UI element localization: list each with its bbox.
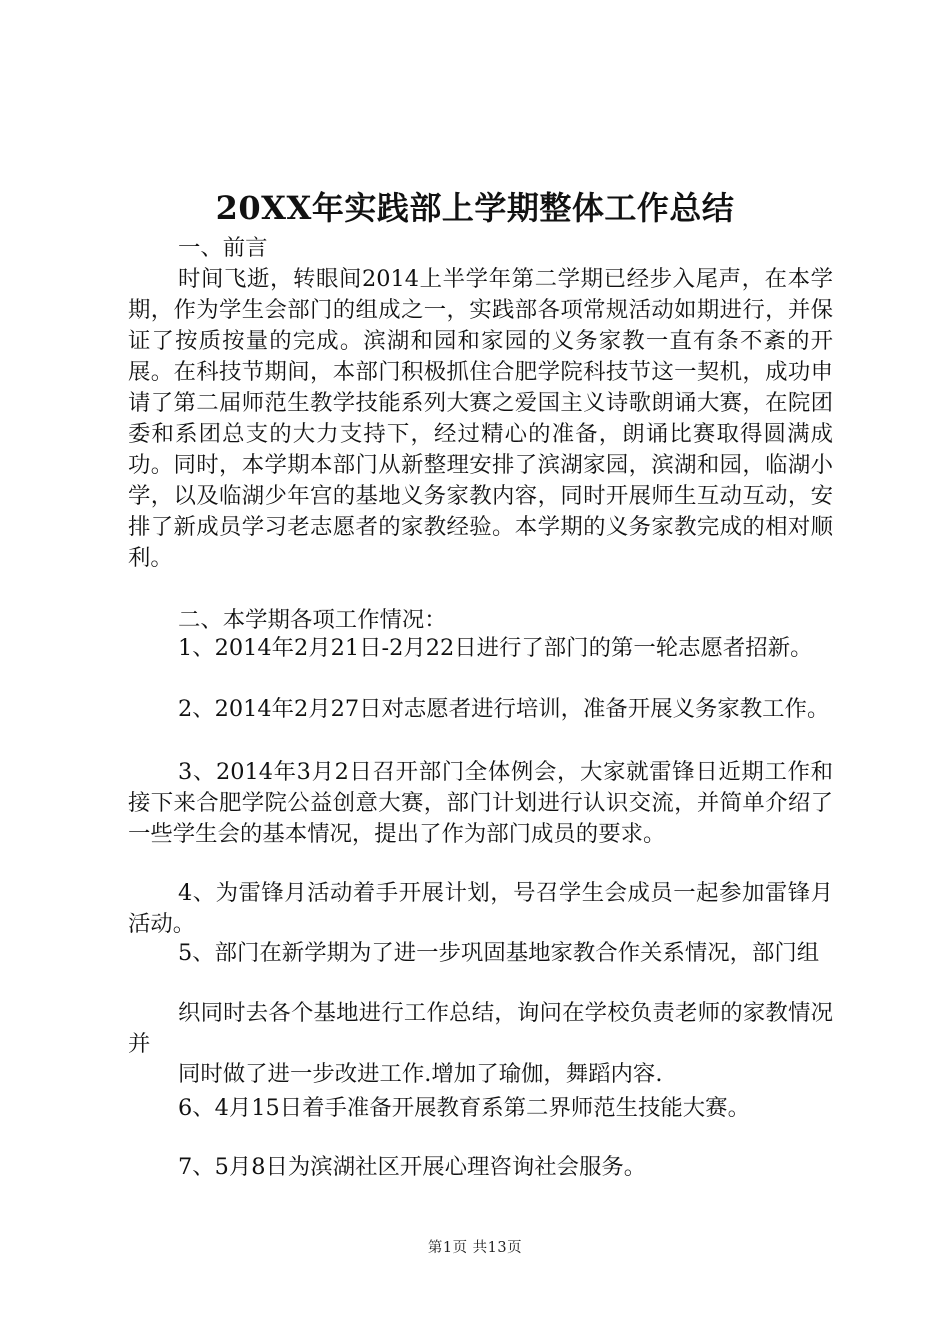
list-item-4: 4、为雷锋月活动着手开展计划，号召学生会成员一起参加雷锋月活动。 <box>128 880 833 937</box>
list-item-5-continued: 织同时去各个基地进行工作总结，询问在学校负责老师的家教情况并 <box>128 1000 833 1057</box>
list-item-2: 2、2014年2月27日对志愿者进行培训，准备开展义务家教工作。 <box>178 696 830 722</box>
list-item-6: 6、4月15日着手准备开展教育系第二界师范生技能大赛。 <box>178 1095 750 1121</box>
list-item-7: 7、5月8日为滨湖社区开展心理咨询社会服务。 <box>178 1154 647 1180</box>
document-title: 20XX年实践部上学期整体工作总结 <box>215 189 735 227</box>
section-heading-preface: 一、前言 <box>178 235 268 261</box>
list-item-3: 3、2014年3月2日召开部门全体例会，大家就雷锋日近期工作和接下来合肥学院公益创意大赛，部门计划进行认识交流，并简单介绍了一些学生会的基本情况，提出了作为部门成员的要求。 <box>128 759 833 847</box>
page-number: 第1页 共13页 <box>427 1240 523 1256</box>
list-item-5-continued-2: 同时做了进一步改进工作.增加了瑜伽，舞蹈内容. <box>178 1061 663 1087</box>
section-heading-work: 二、本学期各项工作情况： <box>178 607 447 633</box>
list-item-1: 1、2014年2月21日-2月22日进行了部门的第一轮志愿者招新。 <box>178 635 813 661</box>
intro-paragraph: 时间飞逝，转眼间2014上半学年第二学期已经步入尾声，在本学期，作为学生会部门的组成之一，实践部各项常规活动如期进行，并保证了按质按量的完成。滨湖和园和家园的义务家教一直有条不紊的开展。在科技节期间，本部门积极抓住合肥学院科技节这一契机，成功申请了第二届师范生教学技能系列大赛之爱国主义诗歌朗诵大赛，在院团委和系团总支的大力支持下，经过精心的准备，朗诵比赛取得圆满成功。同时，本学期本部门从新整理安排了滨湖家园，滨湖和园，临湖小学，以及临湖少年宫的基地义务家教内容，同时开展师生互动互动，安排了新成员学习老志愿者的家教经验。本学期的义务家教完成的相对顺利。 <box>128 266 833 571</box>
list-item-5: 5、部门在新学期为了进一步巩固基地家教合作关系情况，部门组 <box>178 940 820 966</box>
